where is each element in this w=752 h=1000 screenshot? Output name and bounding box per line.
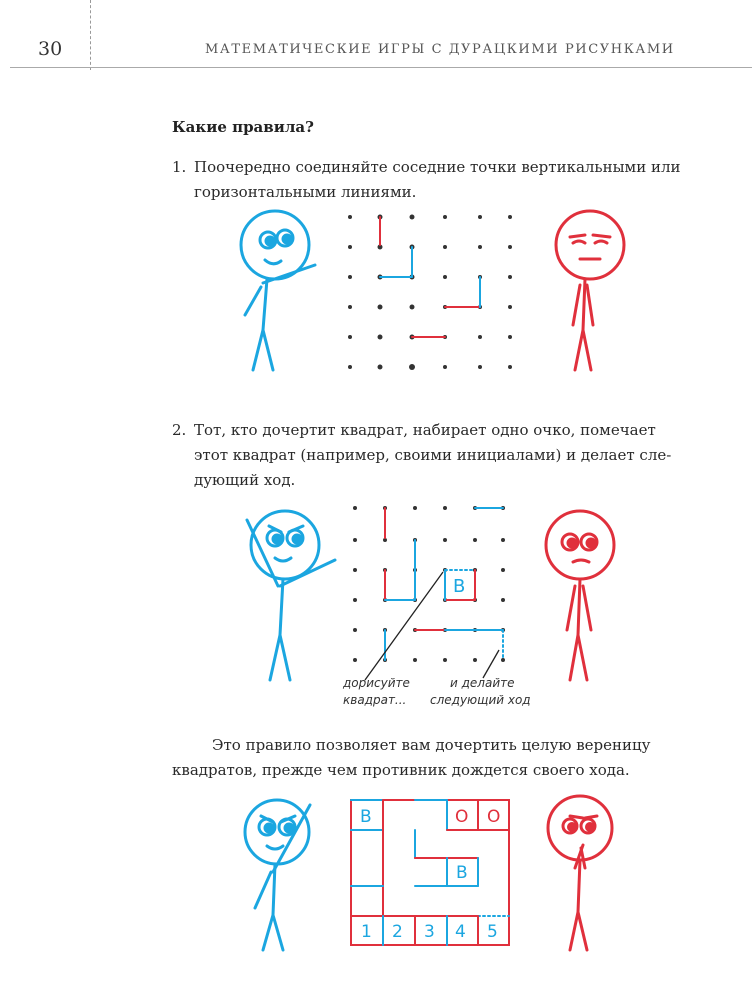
grid-moves-2 xyxy=(385,508,503,660)
blue-stick-figure-3 xyxy=(245,800,310,950)
rule-2-line-3: дующий ход. xyxy=(194,471,296,489)
box-initial: B xyxy=(453,576,466,597)
rule-1-line-1: Поочередно соединяйте соседние точки вертикальными или xyxy=(194,158,681,176)
illustration-3 xyxy=(225,790,645,960)
running-title: МАТЕМАТИЧЕСКИЕ ИГРЫ С ДУРАЦКИМИ РИСУНКАМИ xyxy=(205,42,675,57)
dot-grid-1 xyxy=(348,215,512,371)
caption-left-1: дорисуйте xyxy=(343,676,410,690)
label-b-2: B xyxy=(456,863,468,883)
label-3: 3 xyxy=(424,922,435,942)
label-o-2: O xyxy=(487,807,501,827)
red-stick-figure-2 xyxy=(546,511,614,680)
label-1: 1 xyxy=(361,922,372,942)
dot-grid-2 xyxy=(353,506,505,662)
rule-1-line-2: горизонтальными линиями. xyxy=(194,183,417,201)
red-stick-figure xyxy=(556,211,624,370)
page-number: 30 xyxy=(38,38,63,60)
header-divider xyxy=(90,0,91,70)
rule-2-line-1: Тот, кто дочертит квадрат, набирает одно очко, помечает xyxy=(194,421,656,439)
label-5: 5 xyxy=(487,922,498,942)
blue-stick-figure-2 xyxy=(247,511,335,680)
board-labels xyxy=(360,807,500,942)
rule-2-line-2: этот квадрат (например, своими инициалами) и делает сле- xyxy=(194,446,672,464)
paragraph-line-1: Это правило позволяет вам дочертить целую вереницу xyxy=(212,736,651,754)
grid-moves-1 xyxy=(380,217,480,337)
pointer-left xyxy=(365,572,443,680)
illustration-2 xyxy=(225,500,645,715)
blue-stick-figure xyxy=(241,211,315,370)
illustration-1 xyxy=(225,205,645,385)
label-o-1: O xyxy=(455,807,469,827)
red-stick-figure-3 xyxy=(548,796,612,950)
caption-right-1: и делайте xyxy=(450,676,515,690)
pointer-right xyxy=(483,650,499,678)
caption-left-2: квадрат... xyxy=(343,693,407,707)
caption-right-2: следующий ход xyxy=(430,693,531,707)
header-rule xyxy=(10,67,752,68)
label-2: 2 xyxy=(392,922,403,942)
paragraph-line-2: квадратов, прежде чем противник дождется своего хода. xyxy=(172,761,630,779)
rule-2 xyxy=(172,418,692,493)
rule-1-number: 1. xyxy=(172,158,187,176)
label-b-1: B xyxy=(360,807,372,827)
label-4: 4 xyxy=(455,922,466,942)
rule-paragraph xyxy=(172,733,692,783)
rule-2-number: 2. xyxy=(172,421,187,439)
rule-1 xyxy=(172,155,692,205)
section-heading: Какие правила? xyxy=(172,118,314,136)
